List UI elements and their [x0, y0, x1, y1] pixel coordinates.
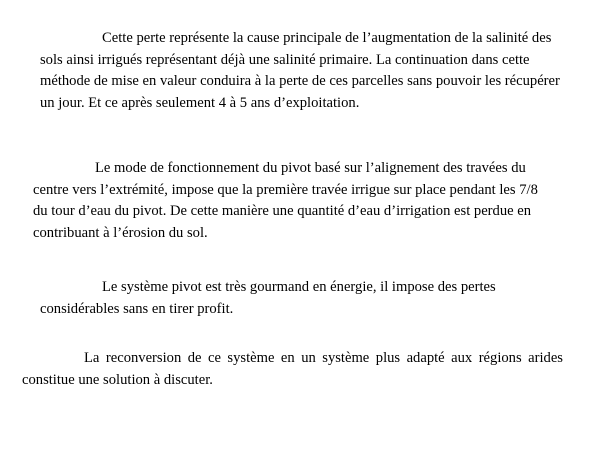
paragraph-reconversion: La reconversion de ce système en un système plus adapté aux régions arides constitue une solution à discuter. [22, 350, 563, 388]
paragraph-salinity: Cette perte représente la cause principale de l’augmentation de la salinité des sols ainsi irrigués représentant déjà une salinité primaire. La continuation dans cette méthode de mise en valeur conduira à la perte de ces parcelles sans pouvoir les récupérer un jour. Et ce après seulement 4 à 5 ans d’exploitation. [40, 30, 560, 111]
paragraph-pivot-operation: Le mode de fonctionnement du pivot basé sur l’alignement des travées du centre vers l’extrémité, impose que la première travée irrigue sur place pendant les 7/8 du tour d’eau du pivot. De cette manière une quantité d’eau d’irrigation est perdue en contribuant à l’érosion du sol. [33, 160, 538, 241]
paragraph-energy: Le système pivot est très gourmand en énergie, il impose des pertes considérables sans en tirer profit. [40, 279, 496, 317]
